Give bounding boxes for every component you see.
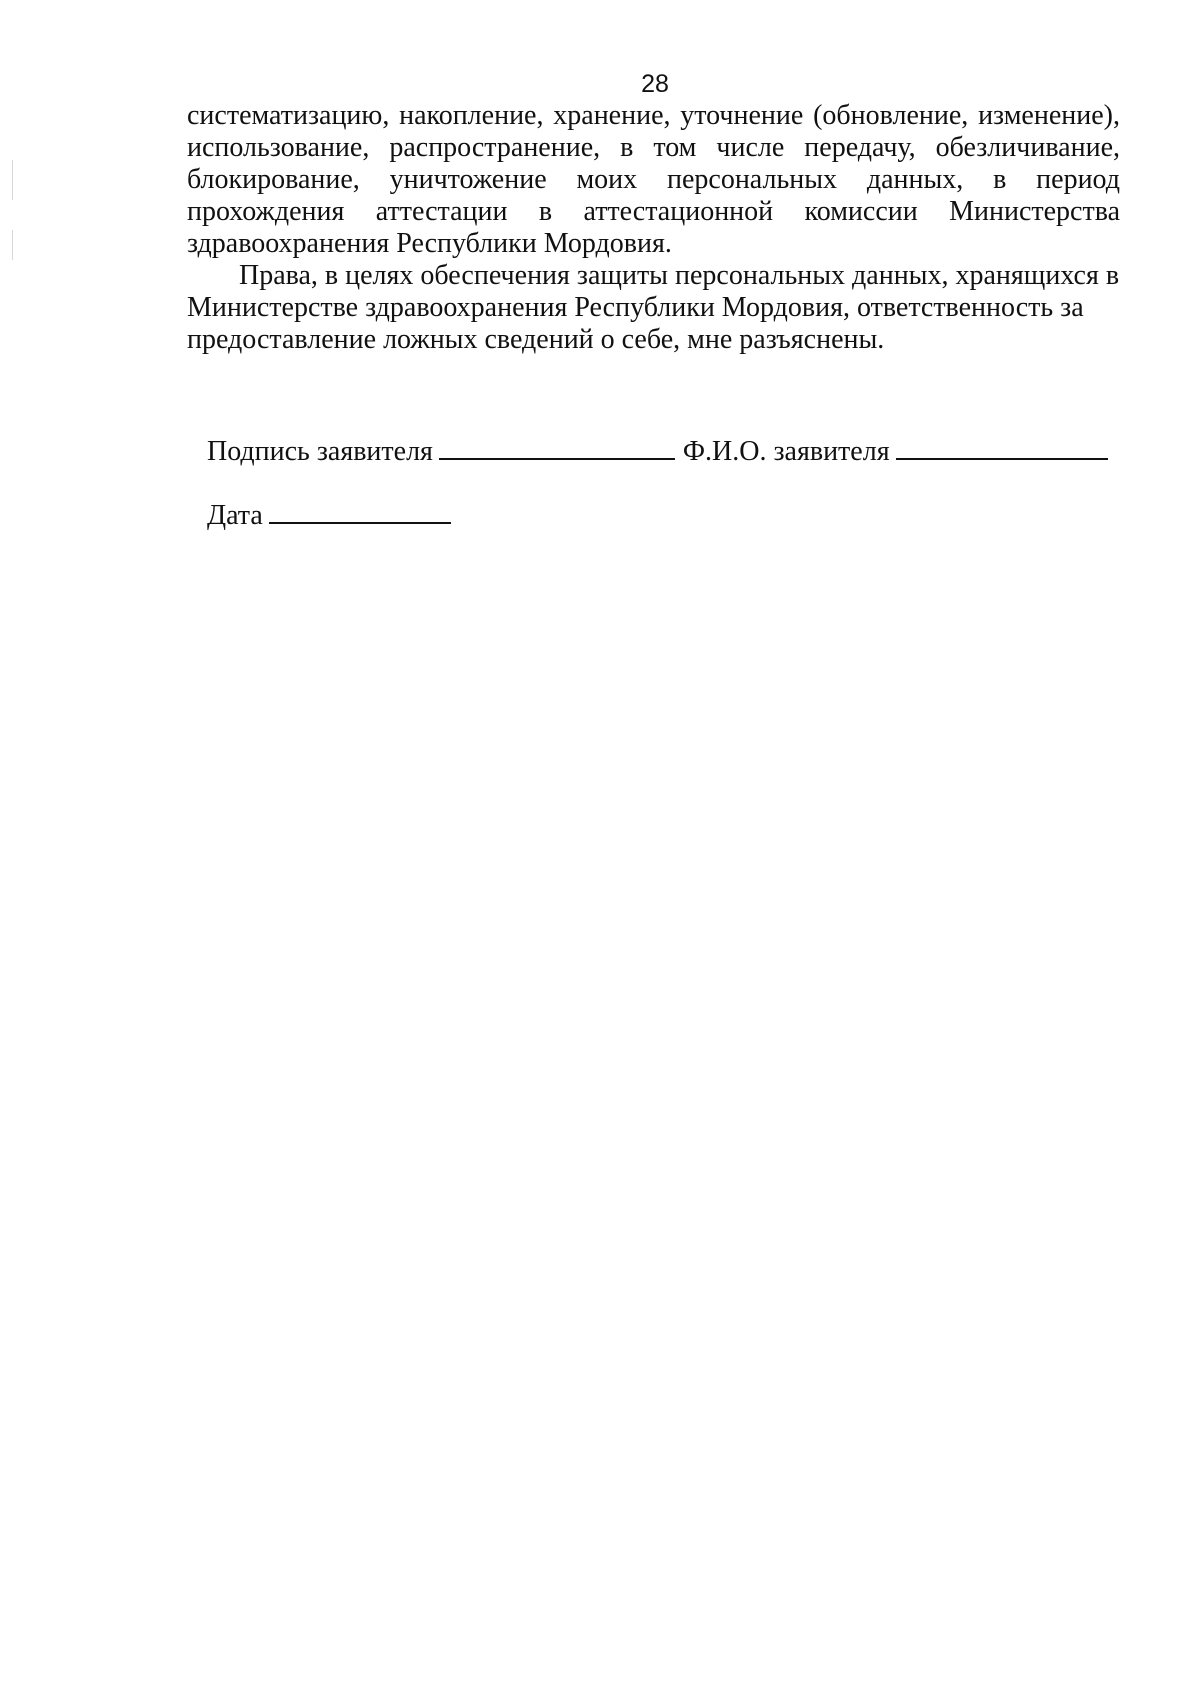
scan-artifact: [12, 230, 13, 260]
paragraph-rights-explained: Права, в целях обеспечения защиты персональных данных, хранящихся в Министерстве здравоохранения Республики Мордовия, ответственность за предоставление ложных сведений о себе, мне разъяснены.: [187, 260, 1120, 355]
fio-blank-line[interactable]: [896, 434, 1108, 460]
paragraph-consent-scope: систематизацию, накопление, хранение, уточнение (обновление, изменение), использование, распространение, в том числе передачу, обезличивание, блокирование, уничтожение моих персональных данных, в период прохождения аттестации в аттестационной комиссии Министерства здравоохранения Республики Мордовия.: [187, 100, 1120, 259]
document-body: [187, 100, 1120, 356]
date-label: Дата: [207, 500, 263, 531]
signature-label: Подпись заявителя: [207, 436, 433, 467]
date-blank-line[interactable]: [269, 498, 451, 524]
fio-label: Ф.И.О. заявителя: [682, 436, 890, 467]
scan-artifact: [12, 160, 13, 200]
page-number: 28: [641, 70, 669, 98]
signature-blank-line[interactable]: [439, 434, 675, 460]
date-row: [207, 498, 451, 532]
signature-row: [207, 434, 1108, 468]
